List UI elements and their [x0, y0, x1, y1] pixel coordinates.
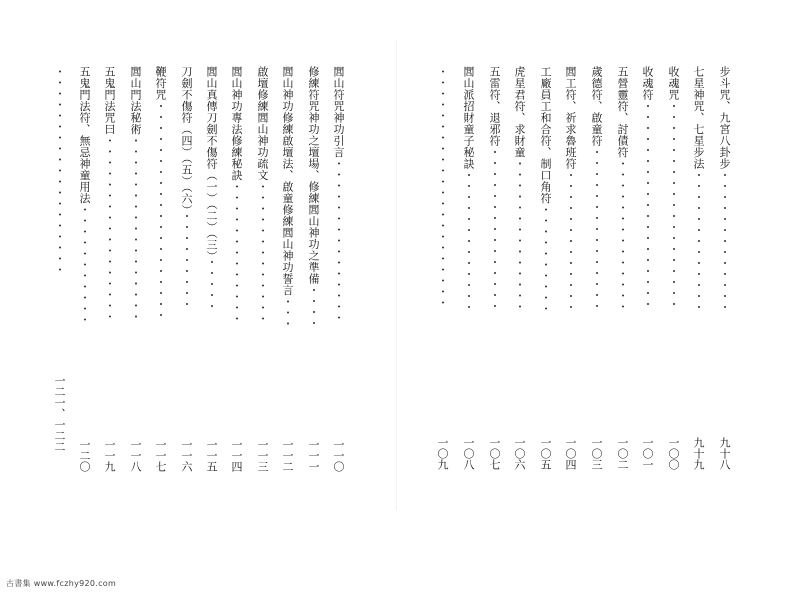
- toc-page-number: 一〇八: [462, 437, 475, 470]
- toc-entry: [460, 66, 476, 313]
- toc-entry-title: 閭山符咒神功引言: [332, 66, 345, 158]
- dot-leader: ・・・・・・・・・・・・・: [692, 169, 705, 313]
- toc-page-number: 一一〇: [332, 439, 345, 472]
- toc-entry-title: 五營靈符、討債符: [616, 66, 629, 158]
- dot-leader: ・・・・・・・・・・・・・・・・・: [129, 135, 142, 322]
- toc-entry-title: 閭山神功專法修練秘訣: [230, 66, 243, 181]
- toc-page-number: 一〇二: [616, 437, 629, 470]
- toc-page-number: 九十八: [718, 437, 731, 470]
- dot-leader: ・・・・・・・・・・・・・・・・・・・・: [154, 100, 167, 321]
- toc-entry-title: 閭山神功修練啟壇法、啟童修練閭山神功誓言: [281, 66, 294, 296]
- toc-entry: [665, 66, 681, 310]
- toc-entry: [434, 66, 450, 308]
- dot-leader: ・・・・・・・・・・・・・・: [513, 158, 526, 312]
- dot-leader: ・・・: [281, 296, 294, 329]
- toc-entry-title: 閭山門法秘術: [129, 66, 142, 135]
- toc-page-number: 一二一、一二二: [53, 375, 66, 452]
- toc-entry: [51, 66, 67, 275]
- toc-page-number: 一〇七: [488, 437, 501, 470]
- toc-entry-title: 虎星君符、求財童: [513, 66, 526, 158]
- toc-page-number: 一二〇: [78, 439, 91, 472]
- toc-page-number: 一一二: [281, 439, 294, 472]
- dot-leader: ・・・・・・・・・・・・・・・: [332, 158, 345, 323]
- toc-entry: [152, 66, 168, 321]
- toc-page-number: 一〇三: [590, 437, 603, 470]
- toc-entry-title: 歲德符、啟童符: [590, 66, 603, 147]
- toc-entry-title: 刀劍不傷符（四）（五）（六）: [180, 66, 193, 211]
- toc-page-number: 一一三: [256, 439, 269, 472]
- toc-entry: [614, 66, 630, 312]
- toc-entry: [101, 66, 117, 322]
- toc-page-number: 一〇五: [539, 437, 552, 470]
- toc-entry: [511, 66, 527, 312]
- dot-leader: ・・・・・・・・・・・・・: [462, 169, 475, 313]
- dot-leader: ・・・・・・・・・・・・・: [230, 181, 243, 324]
- toc-entry: [228, 66, 244, 324]
- toc-entry: [127, 66, 143, 322]
- toc-entry-title: 五鬼門法符、無忌神童用法: [78, 66, 91, 204]
- dot-leader: ・・・・・・・・・・: [539, 204, 552, 314]
- toc-page-number: 一〇〇: [667, 437, 680, 470]
- toc-entry-title: 收魂咒: [667, 66, 680, 101]
- toc-entry: [254, 66, 270, 324]
- toc-entry: [639, 66, 655, 310]
- toc-page-number: 一一九: [103, 439, 116, 472]
- toc-page-number: 一〇一: [641, 437, 654, 470]
- toc-page-number: 一一一: [307, 439, 320, 472]
- toc-entry-title: 五雷符、退邪符: [488, 66, 501, 147]
- dot-leader: ・・・・・: [205, 256, 218, 312]
- dot-leader: ・・・・・・・・・・・・・・: [616, 158, 629, 312]
- toc-entry: [716, 66, 732, 313]
- toc-entry-title: 啟壇修練閭山神功疏文: [256, 66, 269, 181]
- dot-leader: ・・・・・・・・・・・・・: [256, 181, 269, 324]
- site-watermark: 古書集 www.fczhy920.com: [6, 579, 117, 588]
- dot-leader: ・・・・・・・・・・・・・: [564, 169, 577, 313]
- toc-page-number: 一〇九: [436, 437, 449, 470]
- toc-entry: [203, 66, 219, 312]
- toc-page-number: 一〇六: [513, 437, 526, 470]
- toc-page-number: 一一四: [230, 439, 243, 472]
- toc-entry: [76, 66, 92, 325]
- dot-leader: ・・・・: [307, 284, 320, 329]
- dot-leader: ・・・・・・・・・: [180, 210, 193, 310]
- toc-entry: [279, 66, 295, 329]
- toc-entry: [305, 66, 321, 329]
- toc-entry-title: 鞭符咒: [154, 66, 167, 101]
- toc-page-number: 一一五: [205, 439, 218, 472]
- dot-leader: ・・・・・・・・・・・・・・・・・・・・・・: [436, 66, 449, 308]
- toc-entry-title: 七星神咒、七星步法: [692, 66, 705, 170]
- toc-page-number: 一一六: [180, 439, 193, 472]
- toc-entry: [562, 66, 578, 313]
- toc-entry-title: 閭山派招財童子秘訣: [462, 66, 475, 170]
- toc-entry-title: 五鬼門法咒曰: [103, 66, 116, 135]
- toc-page-number: 一一八: [129, 439, 142, 472]
- dot-leader: ・・・・・・・・・・・・・・・: [488, 146, 501, 312]
- dot-leader: ・・・・・・・・・・・・・・・・・・・: [641, 100, 654, 310]
- dot-leader: ・・・・・・・・・・・・・・・: [590, 146, 603, 312]
- toc-entry: [486, 66, 502, 312]
- toc-entry-title: 步斗咒、九宮八卦步: [718, 66, 731, 170]
- toc-entry: [588, 66, 604, 312]
- toc-entry-title: 閭山真傳刀劍不傷符（一）（二）（三）: [205, 66, 218, 257]
- toc-entry: [690, 66, 706, 313]
- dot-leader: ・・・・・・・・・・・・・: [718, 169, 731, 313]
- page-gutter: [396, 40, 397, 510]
- toc-entry: [178, 66, 194, 310]
- dot-leader: ・・・・・・・・・・・・・・・・・・・: [53, 66, 66, 275]
- toc-entry-title: 收魂符: [641, 66, 654, 101]
- dot-leader: ・・・・・・・・・・・・・・・・・: [103, 135, 116, 322]
- toc-entry-title: 修練符咒神功之壇場、修練閭山神功之準備: [307, 66, 320, 285]
- toc-entry: [537, 66, 553, 314]
- toc-entry-title: 閭工符、祈求魯班符: [564, 66, 577, 170]
- dot-leader: ・・・・・・・・・・・: [78, 204, 91, 325]
- toc-page-number: 一〇四: [564, 437, 577, 470]
- dot-leader: ・・・・・・・・・・・・・・・・・・・: [667, 100, 680, 310]
- toc-entry-title: 工廠員工和合符、制口角符: [539, 66, 552, 204]
- toc-entry: [330, 66, 346, 323]
- toc-page-number: 一一七: [154, 439, 167, 472]
- toc-page-number: 九十九: [692, 437, 705, 470]
